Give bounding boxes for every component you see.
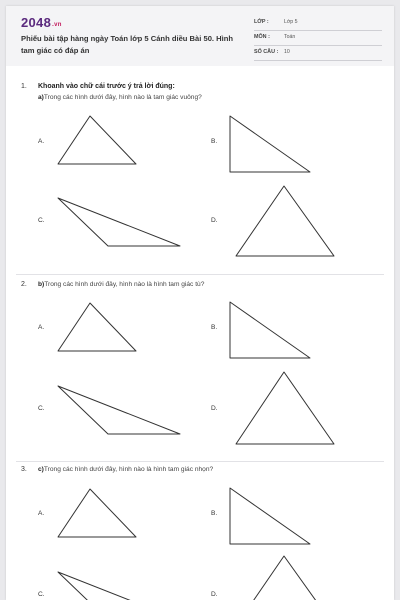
meta-subject-label: MÔN :	[254, 34, 270, 40]
q2-option-c[interactable]: C.	[38, 405, 45, 412]
question-3-prompt: Trong các hình dưới đây, hình nào là hình tam giác nhọn?	[43, 466, 214, 473]
q1-triangle-a	[58, 116, 136, 164]
triangle-figures	[6, 6, 394, 600]
meta-count-value: 10	[284, 49, 290, 55]
logo-suffix: .vn	[52, 22, 62, 28]
meta-class-label: LỚP :	[254, 19, 269, 25]
q1-option-b[interactable]: B.	[211, 138, 218, 145]
question-2-number: 2.	[21, 281, 27, 288]
q3-option-a[interactable]: A.	[38, 510, 45, 517]
q3-option-d[interactable]: D.	[211, 591, 218, 598]
worksheet-title: Phiếu bài tập hàng ngày Toán lớp 5 Cánh diều Bài 50. Hình tam giác có đáp án	[21, 34, 234, 55]
meta-count-label: SỐ CÂU :	[254, 49, 279, 55]
question-2-part: b)	[38, 281, 45, 288]
q1-option-c[interactable]: C.	[38, 217, 45, 224]
meta-class-value: Lớp 5	[284, 19, 298, 25]
q2-triangle-a	[58, 303, 136, 351]
q1-triangle-c	[58, 198, 180, 246]
question-1-number: 1.	[21, 83, 27, 90]
q1-triangle-d	[236, 186, 334, 256]
question-3-number: 3.	[21, 466, 27, 473]
question-1-prompt: Trong các hình dưới đây, hình nào là tam giác vuông?	[43, 94, 202, 101]
q2-option-d[interactable]: D.	[211, 405, 218, 412]
question-2-prompt: Trong các hình dưới đây, hình nào là hình tam giác tù?	[44, 281, 205, 288]
q3-triangle-a	[58, 489, 136, 537]
q3-option-b[interactable]: B.	[211, 510, 218, 517]
meta-subject-value: Toán	[284, 34, 296, 40]
q2-triangle-d	[236, 372, 334, 444]
question-instruction: Khoanh vào chữ cái trước ý trả lời đúng:	[38, 83, 175, 90]
q1-triangle-b	[230, 116, 310, 172]
question-3-part: c)	[38, 466, 44, 473]
q1-option-a[interactable]: A.	[38, 138, 45, 145]
q3-triangle-b	[230, 488, 310, 544]
question-1-part: a)	[38, 94, 44, 101]
worksheet-page	[6, 6, 394, 600]
q2-triangle-b	[230, 302, 310, 358]
q2-option-a[interactable]: A.	[38, 324, 45, 331]
q2-option-b[interactable]: B.	[211, 324, 218, 331]
q1-option-d[interactable]: D.	[211, 217, 218, 224]
q3-triangle-c	[58, 572, 180, 600]
logo-text: 2048	[21, 15, 52, 30]
q3-option-c[interactable]: C.	[38, 591, 45, 598]
q2-triangle-c	[58, 386, 180, 434]
q3-triangle-d	[236, 556, 334, 600]
